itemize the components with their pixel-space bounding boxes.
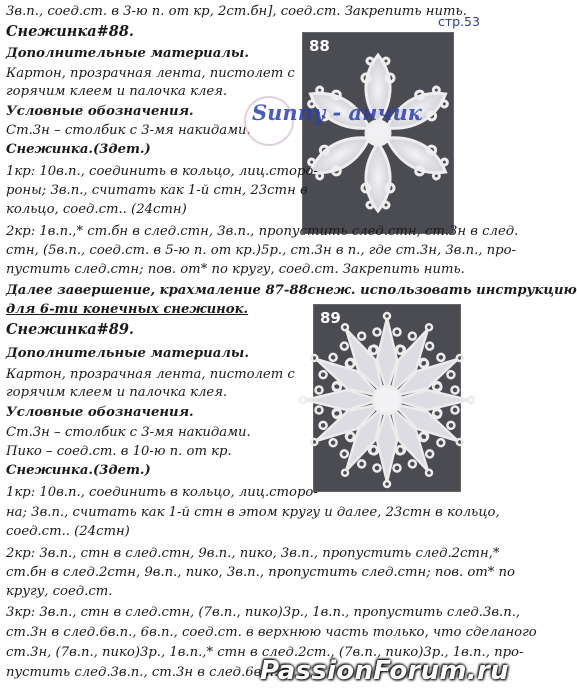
row2-88-line1: 2кр: 1в.п.,* ст.бн в след.стн, 3в.п., пропустить след.стн, ст.3н в след. (6, 224, 519, 239)
row3-89-line4: пустить след.3в.п., ст.3н в след.6в.п. (6, 665, 279, 680)
legend-heading-89: Условные обозначения. (6, 405, 194, 420)
finish-note-line1: Далее завершение, крахмаление 87-88снеж. использовать инструкцию (6, 283, 577, 298)
snowflake-89-image (314, 305, 460, 491)
materials-text-88-2: горячим клеем и палочка клея. (6, 84, 228, 99)
parts-heading-89: Снежинка.(3дет.) (6, 463, 151, 478)
legend-text-89-2: Пико – соед.ст. в 10-ю п. от кр. (6, 444, 232, 459)
materials-text-89-1: Картон, прозрачная лента, пистолет с (6, 367, 295, 382)
site-logo[interactable]: PassionForum.ru (260, 656, 509, 686)
finish-note-line2: для 6-ти конечных снежинок. (6, 302, 249, 317)
heading-snowflake-88: Снежинка#88. (6, 23, 134, 40)
legend-text-89-1: Ст.3н – столбик с 3-мя накидами. (6, 425, 251, 440)
row1-89-line3: соед.ст.. (24стн) (6, 524, 130, 539)
row3-89-line3: ст.3н, (7в.п., пико)3р., 1в.п.,* стн в след.2ст., (7в.п., пико)3р., 1в.п., про- (6, 645, 524, 660)
snowflake-89-photo (313, 304, 461, 492)
materials-text-88-1: Картон, прозрачная лента, пистолет с (6, 66, 295, 81)
watermark-text: Sunny - анчик (252, 100, 422, 125)
row2-88-line3: пустить след.стн; пов. от* по кругу, соед.ст. Закрепить нить. (6, 262, 465, 277)
row2-88-line2: стн, (5в.п., соед.ст. в 5-ю п. от кр.)5р., ст.3н в п., где ст.3н, 3в.п., про- (6, 243, 516, 258)
row2-89-line3: кругу, соед.ст. (6, 584, 113, 599)
snowflake-88-image (303, 33, 453, 233)
heading-snowflake-89: Снежинка#89. (6, 321, 134, 338)
materials-text-89-2: горячим клеем и палочка клея. (6, 385, 228, 400)
photo-89-number: 89 (320, 309, 341, 327)
row1-88-line3: кольцо, соед.ст.. (24стн) (6, 202, 187, 217)
snowflake-88-photo (302, 32, 454, 234)
legend-heading-88: Условные обозначения. (6, 104, 194, 119)
row3-89-line2: ст.3н в след.6в.п., 6в.п., соед.ст. в верхнюю часть только, что сделаного (6, 625, 537, 640)
page-number: стр.53 (438, 14, 480, 29)
materials-heading-88: Дополнительные материалы. (6, 46, 249, 61)
text-line-1: 3в.п., соед.ст. в 3-ю п. от кр, 2ст.бн], соед.ст. Закрепить нить. (6, 4, 467, 19)
row3-89-line1: 3кр: 3в.п., стн в след.стн, (7в.п., пико)3р., 1в.п., пропустить след.3в.п., (6, 605, 521, 620)
photo-88-number: 88 (309, 37, 330, 55)
row1-89-line2: на; 3в.п., считать как 1-й стн в этом кругу и далее, 23стн в кольцо, (6, 505, 500, 520)
row2-89-line1: 2кр: 3в.п., стн в след.стн, 9в.п., пико, 3в.п., пропустить след.2стн,* (6, 546, 500, 561)
row1-88-line1: 1кр: 10в.п., соединить в кольцо, лиц.сторо- (6, 164, 318, 179)
parts-heading-88: Снежинка.(3дет.) (6, 142, 151, 157)
materials-heading-89: Дополнительные материалы. (6, 346, 249, 361)
row1-88-line2: роны; 3в.п., считать как 1-й стн, 23стн в (6, 183, 308, 198)
legend-text-88: Ст.3н – столбик с 3-мя накидами. (6, 123, 251, 138)
row1-89-line1: 1кр: 10в.п., соединить в кольцо, лиц.сторо- (6, 485, 318, 500)
row2-89-line2: ст.бн в след.2стн, 9в.п., пико, 3в.п., пропустить след.стн; пов. от* по (6, 565, 515, 580)
